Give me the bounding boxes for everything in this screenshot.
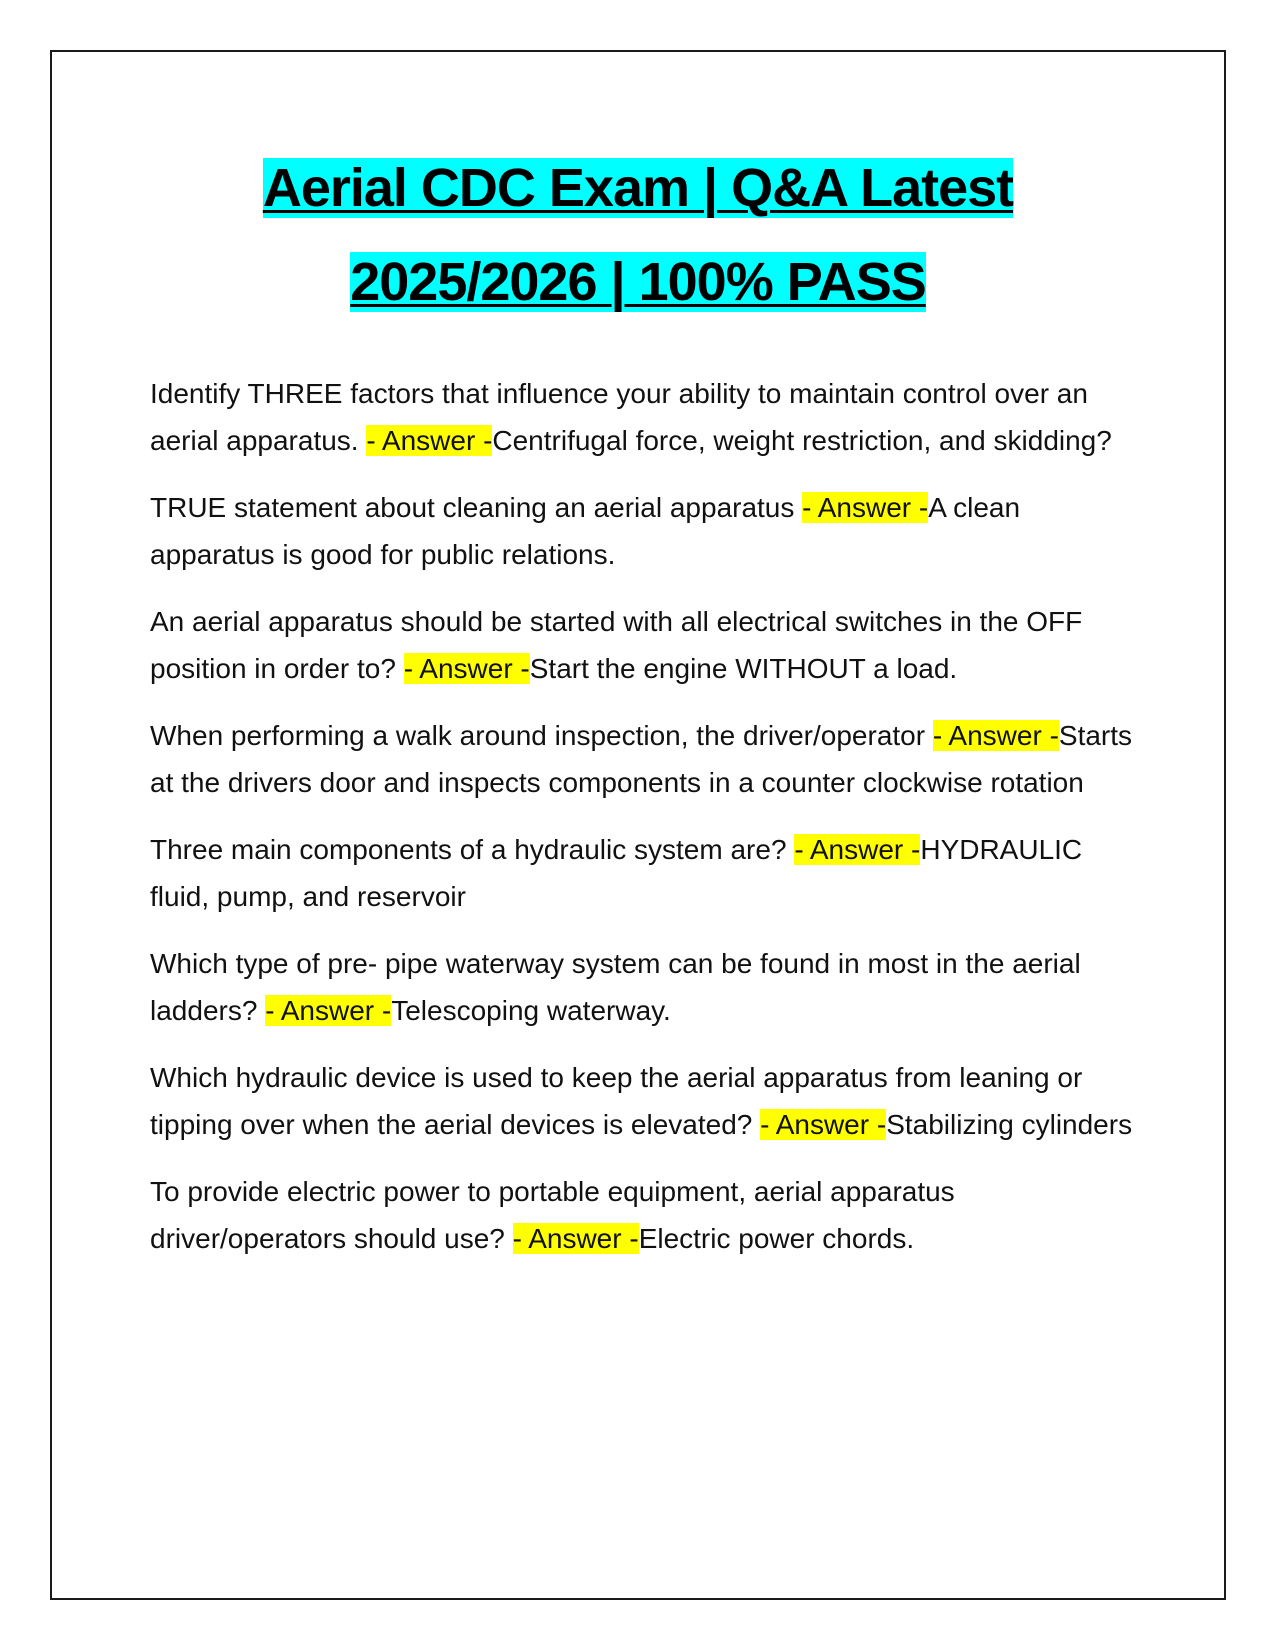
answer-marker: - Answer - — [802, 492, 929, 523]
answer-marker: - Answer - — [760, 1109, 887, 1140]
qa-item — [150, 484, 1140, 578]
qa-answer: Stabilizing cylinders — [886, 1109, 1133, 1140]
qa-answer: Start the engine WITHOUT a load. — [529, 653, 958, 684]
answer-marker: - Answer - — [366, 425, 493, 456]
answer-marker: - Answer - — [512, 1223, 639, 1254]
document-title — [50, 148, 1226, 336]
qa-question: To provide electric power to portable equipment, aerial apparatus driver/operators should use? — [150, 1176, 955, 1254]
qa-answer: Starts at the drivers door and inspects components in a counter clockwise rotation — [150, 720, 1133, 798]
answer-marker: - Answer - — [265, 995, 392, 1026]
qa-answer: Telescoping waterway. — [391, 995, 671, 1026]
qa-list — [150, 370, 1140, 1282]
qa-item — [150, 712, 1140, 806]
qa-item — [150, 598, 1140, 692]
qa-item — [150, 1054, 1140, 1148]
qa-answer: A clean apparatus is good for public relations. — [150, 492, 1021, 570]
qa-question: Identify THREE factors that influence your ability to maintain control over an aerial apparatus. — [150, 378, 1088, 456]
qa-item — [150, 370, 1140, 464]
title-text-1: Aerial CDC Exam | Q&A Latest — [262, 158, 1014, 218]
title-line-1 — [50, 148, 1226, 242]
qa-item — [150, 940, 1140, 1034]
qa-question: TRUE statement about cleaning an aerial apparatus — [150, 492, 803, 523]
qa-question: An aerial apparatus should be started with all electrical switches in the OFF position in order to? — [150, 606, 1083, 684]
answer-marker: - Answer - — [794, 834, 921, 865]
qa-question: When performing a walk around inspection, the driver/operator — [150, 720, 933, 751]
qa-answer: HYDRAULIC fluid, pump, and reservoir — [150, 834, 1083, 912]
qa-question: Which hydraulic device is used to keep the aerial apparatus from leaning or tipping over when the aerial devices is elevated? — [150, 1062, 1083, 1140]
answer-marker: - Answer - — [932, 720, 1059, 751]
qa-item — [150, 1168, 1140, 1262]
title-line-2 — [50, 242, 1226, 336]
qa-question: Three main components of a hydraulic system are? — [150, 834, 795, 865]
answer-marker: - Answer - — [403, 653, 530, 684]
qa-answer: Electric power chords. — [638, 1223, 915, 1254]
qa-question: Which type of pre- pipe waterway system can be found in most in the aerial ladders? — [150, 948, 1081, 1026]
qa-item — [150, 826, 1140, 920]
title-text-2: 2025/2026 | 100% PASS — [350, 252, 926, 312]
qa-answer: Centrifugal force, weight restriction, and skidding? — [492, 425, 1112, 456]
